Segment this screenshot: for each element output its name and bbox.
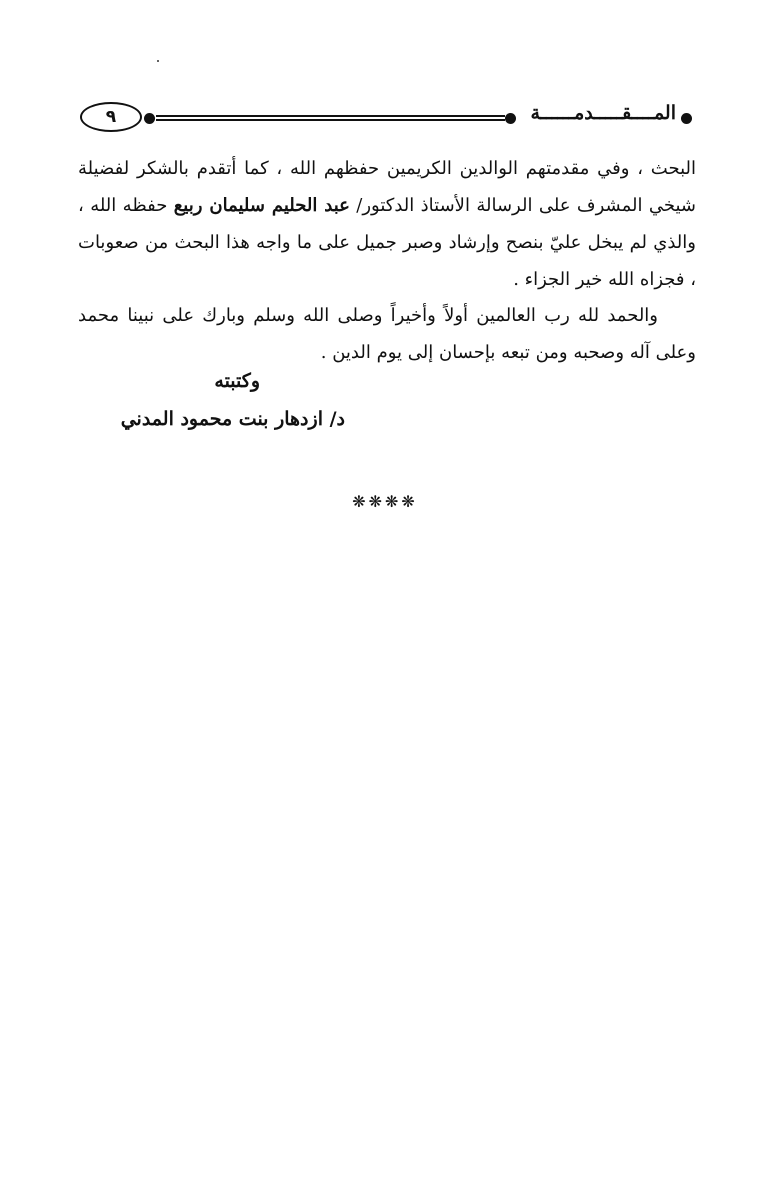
page-speck (157, 60, 159, 62)
paragraph-acknowledgement-part1: البحث ، وفي مقدمتهم الوالدين الكريمين حفظهم الله ، كما أتقدم بالشكر لفضيلة شيخي المشرف على الرسالة الأستاذ الدكتور/ (78, 158, 696, 216)
paragraph-acknowledgement-part2: حفظه الله ، والذي لم يبخل عليّ بنصح وإرشاد وصبر جميل على ما واجه هذا البحث من صعوبات ، فجزاه الله خير الجزاء . (78, 195, 696, 290)
header-dot-middle-icon (505, 113, 516, 124)
header-dot-right-icon (681, 113, 692, 124)
section-title: المــــقـــــدمــــــة (530, 102, 676, 124)
section-separator-stars: ❋❋❋❋ (352, 492, 418, 511)
paragraph-closing-praise: والحمد لله رب العالمين أولاً وأخيراً وصلى الله وسلم وبارك على نبينا محمد وعلى آله وصحبه ومن تبعه بإحسان إلى يوم الدين . (78, 305, 696, 363)
page-number-oval (80, 102, 142, 132)
signoff-label: وكتبته (214, 370, 260, 392)
page-number: ٩ (105, 107, 117, 127)
header-rule-top (156, 115, 505, 117)
author-name: د/ ازدهار بنت محمود المدني (120, 408, 345, 430)
header-dot-left-icon (144, 113, 155, 124)
paragraph-acknowledgement (78, 150, 696, 298)
header-rule-bottom (156, 119, 505, 121)
supervisor-name: عبد الحليم سليمان ربيع (173, 195, 350, 216)
page-header (76, 100, 696, 136)
